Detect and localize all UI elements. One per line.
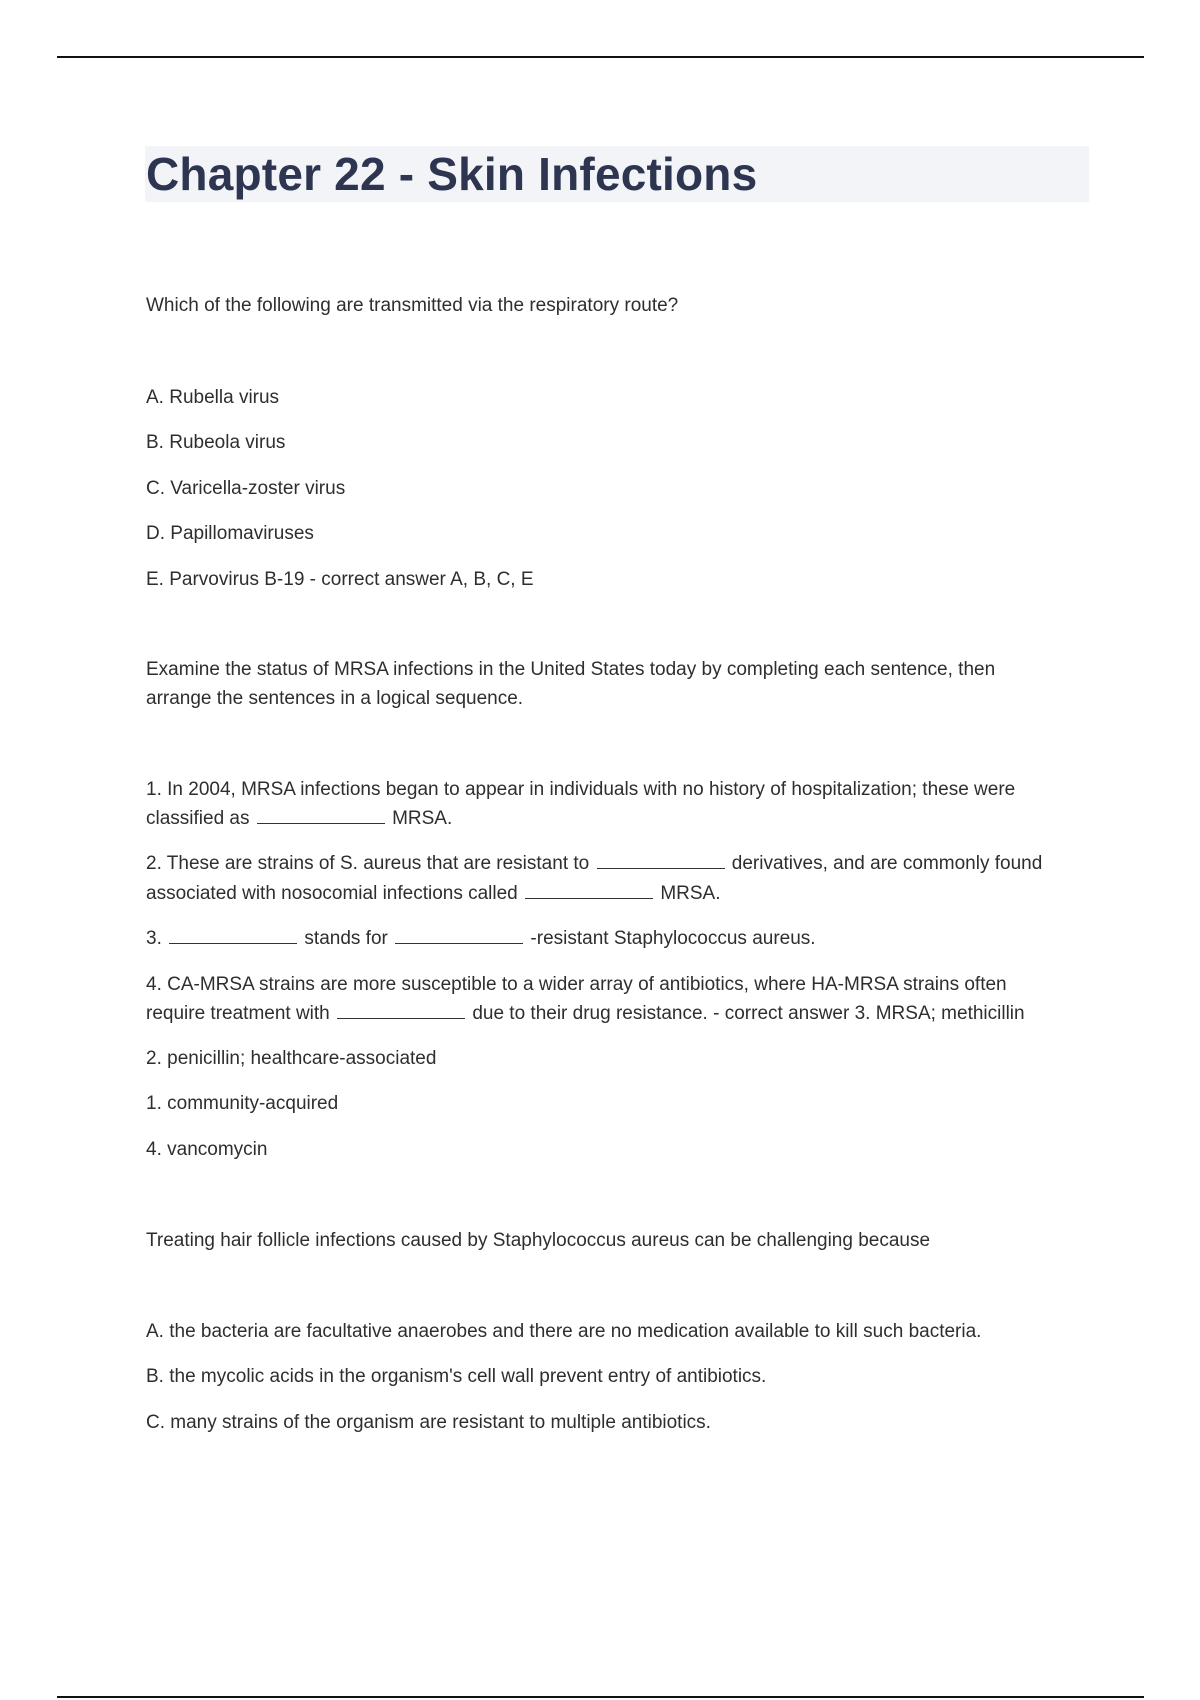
q3-option: C. many strains of the organism are resistant to multiple antibiotics. — [146, 1412, 711, 1433]
q3-option: A. the bacteria are facultative anaerobes and there are no medication available to kill such bacteria. — [146, 1321, 982, 1342]
fill-blank — [395, 927, 523, 944]
fill-blank — [257, 807, 385, 824]
q3-question: Treating hair follicle infections caused by Staphylococcus aureus can be challenging because — [146, 1230, 931, 1251]
q3-option: B. the mycolic acids in the organism's cell wall prevent entry of antibiotics. — [146, 1366, 767, 1387]
q2-sentence-2-line-2: associated with nosocomial infections called MRSA. — [146, 883, 721, 904]
q2-sentence-3: 3. stands for -resistant Staphylococcus aureus. — [146, 928, 816, 949]
page-title: Chapter 22 - Skin Infections — [146, 148, 758, 200]
fill-blank — [525, 882, 653, 899]
q2-question-line-1: Examine the status of MRSA infections in the United States today by completing each sentence, then — [146, 659, 996, 680]
q2-answer-line: 2. penicillin; healthcare-associated — [146, 1048, 437, 1069]
q2-answer-line: 4. vancomycin — [146, 1139, 268, 1160]
q1-option: D. Papillomaviruses — [146, 523, 314, 544]
q1-option: C. Varicella-zoster virus — [146, 478, 346, 499]
q2-question-line-2: arrange the sentences in a logical sequence. — [146, 688, 524, 709]
q2-sentence-1-line-2: classified as MRSA. — [146, 808, 453, 829]
q1-option-with-answer: E. Parvovirus B-19 - correct answer A, B, C, E — [146, 569, 534, 590]
fill-blank — [337, 1002, 465, 1019]
top-rule — [57, 56, 1144, 58]
q1-question: Which of the following are transmitted via the respiratory route? — [146, 295, 679, 316]
fill-blank — [597, 852, 725, 869]
q2-sentence-1-line-1: 1. In 2004, MRSA infections began to appear in individuals with no history of hospitalization; these were — [146, 779, 1016, 800]
q2-answer-line: 1. community-acquired — [146, 1093, 339, 1114]
q1-option: B. Rubeola virus — [146, 432, 286, 453]
bottom-rule — [57, 1696, 1144, 1698]
q2-sentence-4-line-1: 4. CA-MRSA strains are more susceptible to a wider array of antibiotics, where HA-MRSA strains often — [146, 974, 1007, 995]
q2-sentence-2-line-1: 2. These are strains of S. aureus that are resistant to derivatives, and are commonly found — [146, 853, 1043, 874]
q1-option: A. Rubella virus — [146, 387, 280, 408]
fill-blank — [169, 927, 297, 944]
q2-sentence-4-line-2: require treatment with due to their drug resistance. - correct answer 3. MRSA; methicillin — [146, 1003, 1025, 1024]
